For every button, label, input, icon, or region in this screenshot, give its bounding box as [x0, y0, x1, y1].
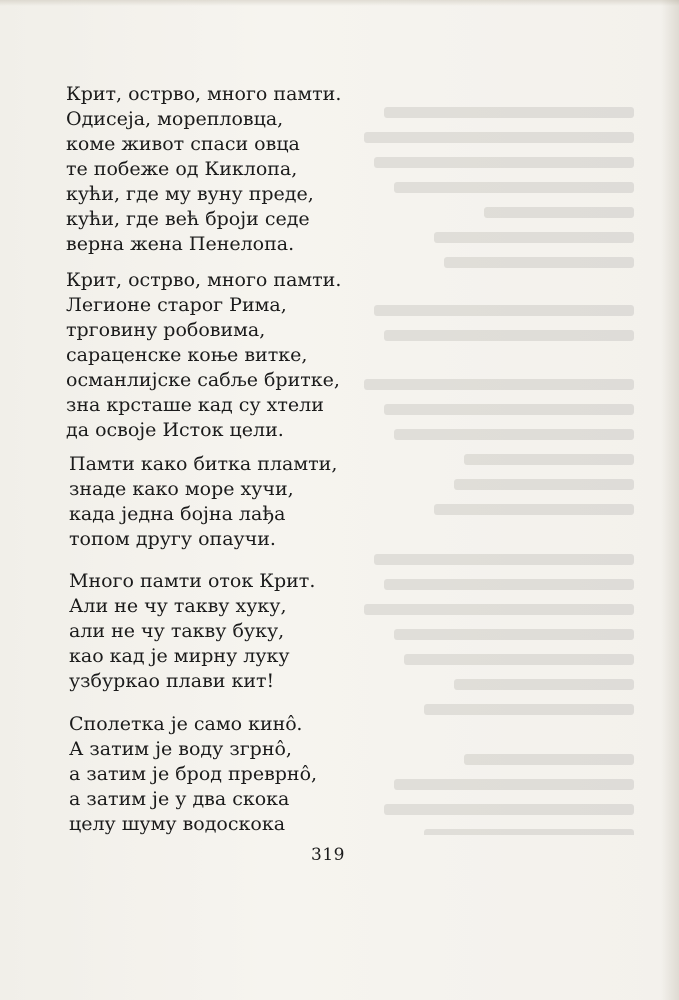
- poem-line: Одисеја, морепловца,: [66, 108, 284, 130]
- poem-line: А затим је воду згрнô,: [69, 738, 292, 760]
- poem-line: Крит, острво, много памти.: [66, 269, 342, 291]
- poem-line: Памти како битка пламти,: [69, 453, 338, 475]
- poem-line: трговину робовима,: [66, 319, 266, 341]
- stanza-3: [69, 452, 337, 552]
- poem-line: верна жена Пенелопа.: [66, 233, 295, 255]
- show-through-texture: [336, 75, 666, 835]
- poem-line: Али не чу такву хуку,: [69, 595, 287, 617]
- stanza-5: [69, 712, 317, 837]
- poem-line: кући, где му вуну преде,: [66, 183, 314, 205]
- stanza-4: [69, 569, 315, 694]
- poem-line: целу шуму водоскока: [69, 813, 286, 835]
- page-number: 319: [311, 845, 345, 865]
- poem-line: кући, где већ броји седе: [66, 208, 310, 230]
- poem-line: знаде како море хучи,: [69, 478, 294, 500]
- poem-line: зна крсташе кад су хтели: [66, 394, 324, 416]
- poem-line: као кад је мирну луку: [69, 645, 290, 667]
- poem-line: те побеже од Киклопа,: [66, 158, 298, 180]
- poem-line: али не чу такву буку,: [69, 620, 285, 642]
- poem-line: коме живот спаси овца: [66, 133, 300, 155]
- poem-line: Легионе старог Рима,: [66, 294, 287, 316]
- poem-line: Много памти оток Крит.: [69, 570, 316, 592]
- poem-line: топом другу опаучи.: [69, 528, 276, 550]
- poem-line: османлијске сабље бритке,: [66, 369, 340, 391]
- show-through-lines: [336, 99, 644, 836]
- poem-line: да освоје Исток цели.: [66, 419, 284, 441]
- poem-line: а затим је у два скока: [69, 788, 290, 810]
- stanza-2: [66, 268, 341, 443]
- poem-line: а затим је брод преврнô,: [69, 763, 318, 785]
- poem-line: када једна бојна лађа: [69, 503, 286, 525]
- poem-line: узбуркао плави кит!: [69, 670, 275, 692]
- page-top-edge: [0, 0, 679, 6]
- poem-line: сараценске коње витке,: [66, 344, 308, 366]
- poem-line: Сполетка је само кинô.: [69, 713, 303, 735]
- poem-line: Крит, острво, много памти.: [66, 83, 342, 105]
- stanza-1: [66, 82, 341, 257]
